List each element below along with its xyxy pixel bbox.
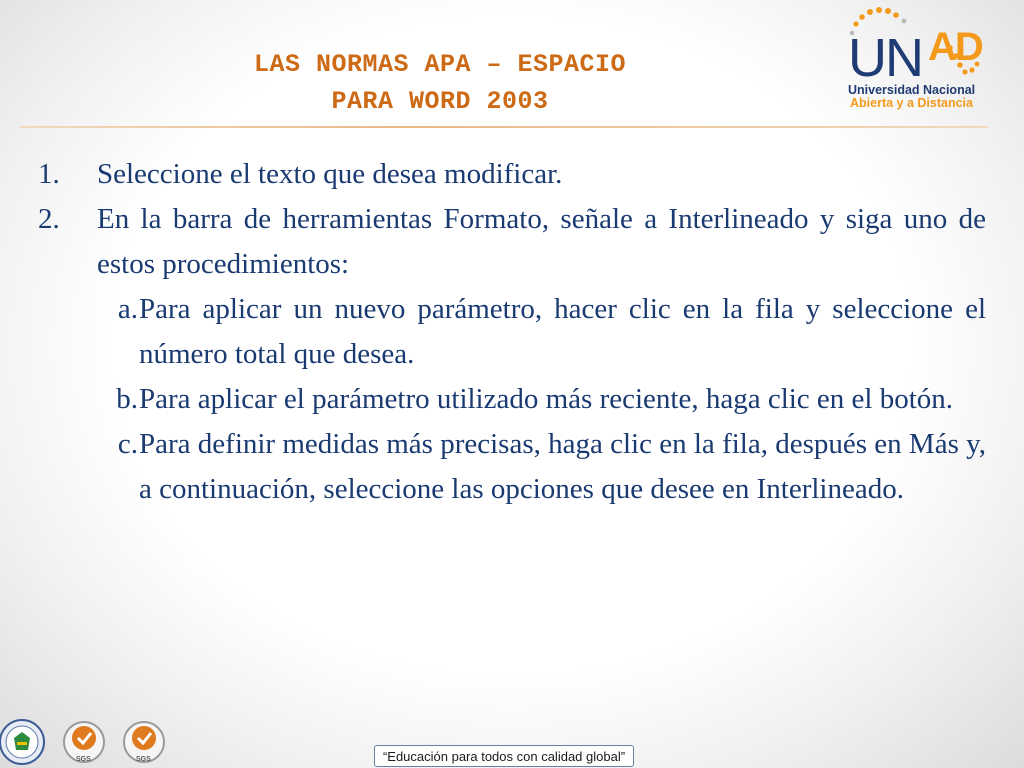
sub-item-a [96, 287, 986, 377]
sub-item-b [96, 377, 986, 422]
logo-ad-text: AD [928, 25, 982, 69]
title-line-1: LAS NORMAS APA – ESPACIO [253, 50, 627, 79]
colombia-seal-icon [0, 720, 44, 764]
footer-motto: “Educación para todos con calidad global” [374, 745, 634, 767]
list-item-text: Seleccione el texto que desea modificar. [97, 158, 563, 190]
logo-line2: Abierta y a Distancia [850, 96, 973, 110]
sgs-certification-icon [64, 722, 104, 763]
list-item-number: 2. [38, 203, 60, 235]
sub-item-letter: c. [117, 428, 138, 460]
sub-item-text: Para definir medidas más precisas, haga clic en la fila, después en Más y, a continuación, seleccione las opciones que desee en Interlineado. [139, 428, 986, 505]
list-item-2 [38, 197, 986, 287]
svg-text:SGS: SGS [136, 756, 151, 763]
list-item-1 [38, 152, 986, 197]
sub-item-text: Para aplicar un nuevo parámetro, hacer clic en la fila y seleccione el número total que desea. [139, 293, 986, 370]
sub-item-letter: b. [116, 383, 138, 415]
sub-item-text: Para aplicar el parámetro utilizado más reciente, haga clic en el botón. [139, 383, 954, 415]
unad-logo [844, 6, 994, 110]
footer-badges [0, 708, 180, 768]
slide-title [160, 46, 720, 120]
sub-item-letter: a. [117, 293, 138, 325]
logo-un-text: UN [848, 28, 922, 88]
logo-line1: Universidad Nacional [848, 83, 976, 97]
svg-text:SGS: SGS [76, 756, 91, 763]
sgs-certification-icon [124, 722, 164, 763]
title-line-2: PARA WORD 2003 [331, 87, 549, 116]
list-item-text: En la barra de herramientas Formato, señale a Interlineado y siga uno de estos procedimientos: [97, 203, 986, 280]
instruction-list [38, 152, 986, 512]
sub-item-c [96, 422, 986, 512]
title-divider [20, 126, 988, 128]
list-item-number: 1. [38, 158, 60, 190]
